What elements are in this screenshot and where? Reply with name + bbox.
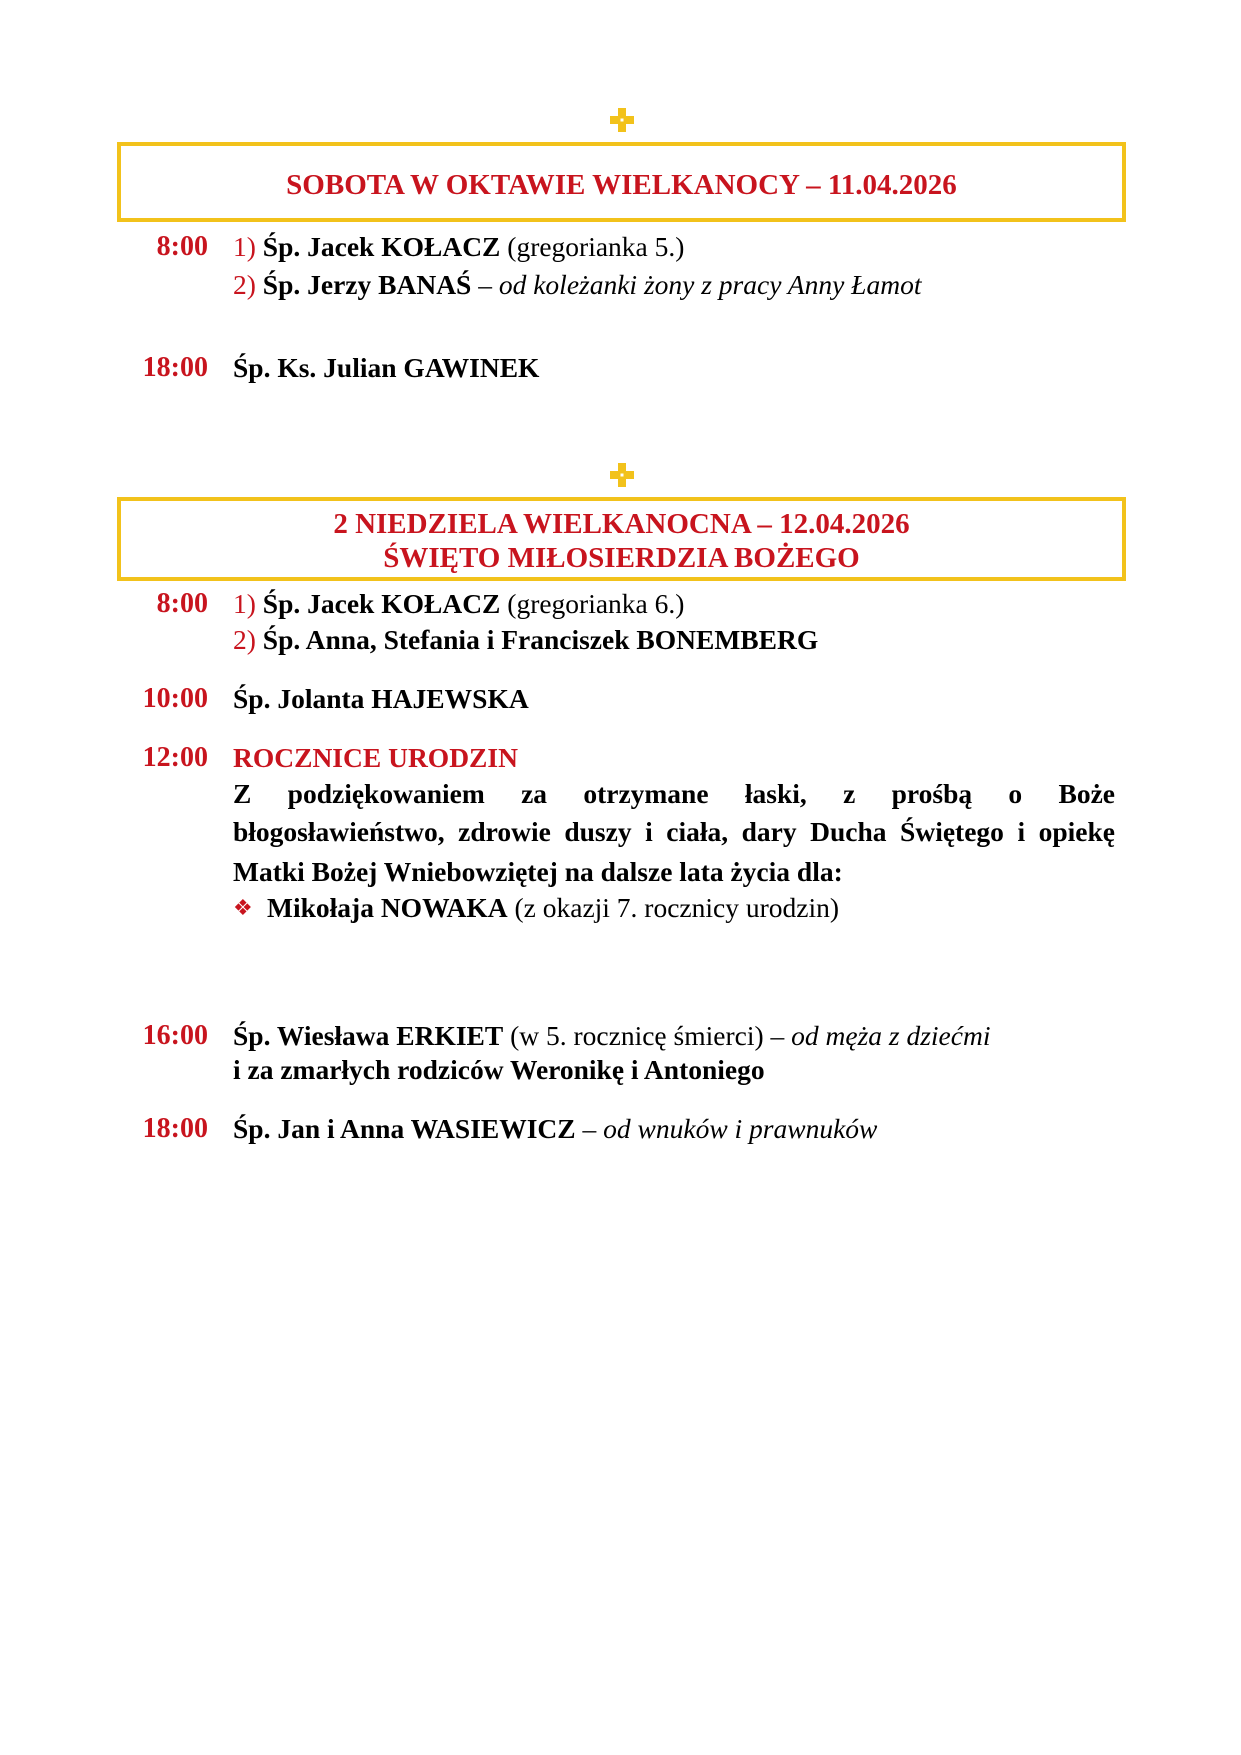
deceased-name: Śp. Jerzy BANAŚ <box>262 269 472 300</box>
mass-time: 10:00 <box>142 683 208 714</box>
intention-title <box>233 741 518 775</box>
mass-time: 12:00 <box>142 742 208 773</box>
intention-item <box>233 268 921 302</box>
day2-header-box <box>117 497 1126 581</box>
intention-item <box>233 1112 877 1146</box>
intention-note: (gregorianka 5.) <box>507 231 685 262</box>
mass-time: 18:00 <box>142 352 208 383</box>
day1-header-title: SOBOTA W OKTAWIE WIELKANOCY – 11.04.2026 <box>286 169 957 201</box>
intention-from: – od wnuków i prawnuków <box>582 1113 878 1144</box>
intention-from: – od koleżanki żony z pracy Anny Łamot <box>478 269 922 300</box>
intention-note: (w 5. rocznicę śmierci) <box>510 1020 764 1051</box>
mass-time: 8:00 <box>156 231 208 262</box>
bullet-item <box>233 891 839 925</box>
intention-item <box>233 623 818 657</box>
intention-note: (gregorianka 6.) <box>507 588 685 619</box>
intention-item-continued <box>233 1053 765 1087</box>
anniversary-title: ROCZNICE URODZIN <box>233 742 518 773</box>
intention-from: – od męża z dziećmi <box>770 1020 991 1051</box>
deceased-name: Śp. Jan i Anna WASIEWICZ <box>233 1113 576 1144</box>
intention-text: Matki Bożej Wniebowziętej na dalsze lata życia dla: <box>233 856 843 887</box>
mass-time: 18:00 <box>142 1113 208 1144</box>
deceased-name: i za zmarłych rodziców Weronikę i Antoniego <box>233 1054 765 1085</box>
intention-text: Z podziękowaniem za otrzymane łaski, z prośbą o Boże <box>233 778 1115 809</box>
item-number: 1) <box>233 588 256 619</box>
deceased-name: Śp. Jacek KOŁACZ <box>262 588 501 619</box>
mass-time: 16:00 <box>142 1020 208 1051</box>
intention-item <box>233 351 539 385</box>
item-number: 1) <box>233 231 256 262</box>
deceased-name: Śp. Jolanta HAJEWSKA <box>233 683 529 714</box>
deceased-name: Śp. Anna, Stefania i Franciszek BONEMBERG <box>262 624 819 655</box>
mass-time: 8:00 <box>156 588 208 619</box>
deceased-name: Śp. Wiesława ERKIET <box>233 1020 504 1051</box>
item-number: 2) <box>233 624 256 655</box>
item-number: 2) <box>233 269 256 300</box>
day2-header-subtitle: ŚWIĘTO MIŁOSIERDZIA BOŻEGO <box>383 542 860 574</box>
deceased-name: Śp. Ks. Julian GAWINEK <box>233 352 540 383</box>
day1-header-box <box>117 142 1126 222</box>
diamond-bullet-icon: ❖ <box>233 895 253 920</box>
intention-item <box>233 1019 990 1053</box>
cross-icon <box>608 461 636 489</box>
cross-icon <box>608 106 636 134</box>
intention-text: błogosławieństwo, zdrowie duszy i ciała, dary Ducha Świętego i opiekę <box>233 816 1115 847</box>
deceased-name: Śp. Jacek KOŁACZ <box>262 231 501 262</box>
intention-item <box>233 682 529 716</box>
day2-header-title: 2 NIEDZIELA WIELKANOCNA – 12.04.2026 <box>333 508 910 540</box>
intention-item <box>233 587 684 621</box>
person-name: Mikołaja NOWAKA <box>267 892 508 923</box>
intention-note: (z okazji 7. rocznicy urodzin) <box>514 892 840 923</box>
intention-item <box>233 230 684 264</box>
